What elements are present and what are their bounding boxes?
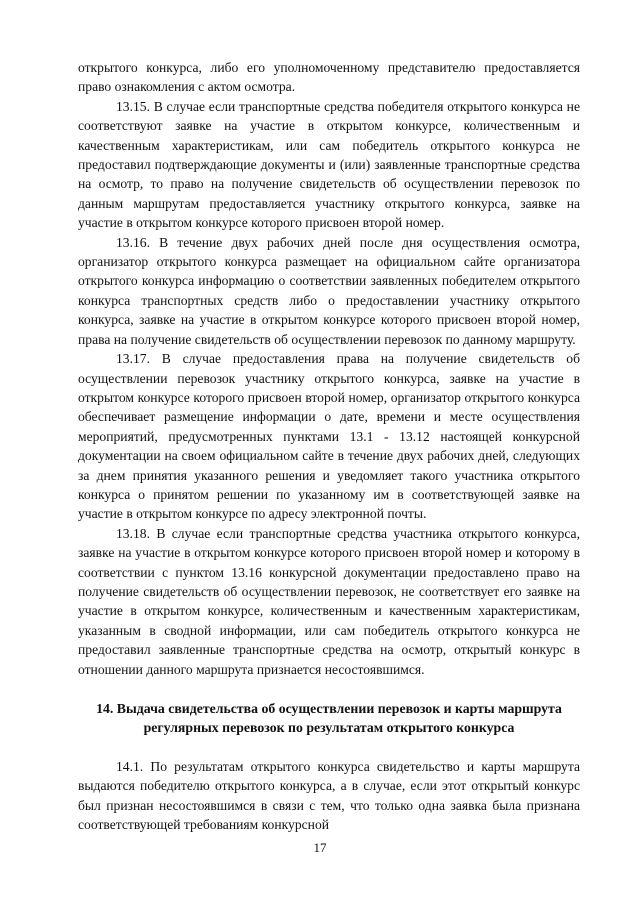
paragraph-continuation: открытого конкурса, либо его уполномоченному представителю предоставляется право ознакомления с актом осмотра.: [78, 60, 580, 95]
paragraph-13-18: 13.18. В случае если транспортные средства участника открытого конкурса, заявке на участие в открытом конкурсе которого присвоен второй номер и которому в соответствии с пунктом 13.16 конкурсной документации предоставлено право на получение свидетельств об осуществлении перевозок, не соответствует его заявке на участие в открытом конкурсе, количественным и качественным характеристикам, указанным в сводной информации, или сам победитель открытого конкурса не предоставил заявленные транспортные средства на осмотр, открытый конкурс в отношении данного маршрута признается несостоявшимся.: [78, 525, 580, 677]
paragraph-13-16: 13.16. В течение двух рабочих дней после дня осуществления осмотра, организатор открытого конкурса размещает на официальном сайте организатора открытого конкурса информацию о соответствии заявленных победителем открытого конкурса транспортных средств либо о предоставлении участнику открытого конкурса, заявке на участие в открытом конкурсе которого присвоен второй номер, права на получение свидетельств об осуществлении перевозок по данному маршруту.: [78, 234, 580, 347]
paragraph-13-17: 13.17. В случае предоставления права на получение свидетельств об осуществлении перевозок участнику открытого конкурса, заявке на участие в открытом конкурсе которого присвоен второй номер, организатор открытого конкурса обеспечивает размещение информации о дате, времени и месте осуществления мероприятий, предусмотренных пунктами 13.1 - 13.12 настоящей конкурсной документации на своем официальном сайте в течение двух рабочих дней, следующих за днем принятия указанного решения и уведомляет такого участника открытого конкурса о принятом решении по указанному им в соответствующей заявке на участие в открытом конкурсе по адресу электронной почты.: [78, 351, 580, 522]
paragraph-14-1: 14.1. По результатам открытого конкурса свидетельство и карты маршрута выдаются победителю открытого конкурса, а в случае, если этот открытый конкурс был признан несостоявшимся в связи с тем, что только одна заявка была признана соответствующей требованиям конкурсной: [78, 758, 580, 833]
section-heading-14: 14. Выдача свидетельства об осуществлении перевозок и карты маршрута регулярных перевозок по результатам открытого конкурса: [96, 701, 562, 736]
document-body: [78, 58, 580, 834]
page-number: 17: [313, 840, 327, 855]
paragraph-13-15: 13.15. В случае если транспортные средства победителя открытого конкурса не соответствуют заявке на участие в открытом конкурсе, количественным и качественным характеристикам, или сам победитель открытого конкурса не предоставил подтверждающие документы и (или) заявленные транспортные средства на осмотр, то право на получение свидетельств об осуществлении перевозок по данным маршрутам предоставляется участнику открытого конкурса, заявке на участие в открытом конкурсе которого присвоен второй номер.: [78, 98, 580, 231]
